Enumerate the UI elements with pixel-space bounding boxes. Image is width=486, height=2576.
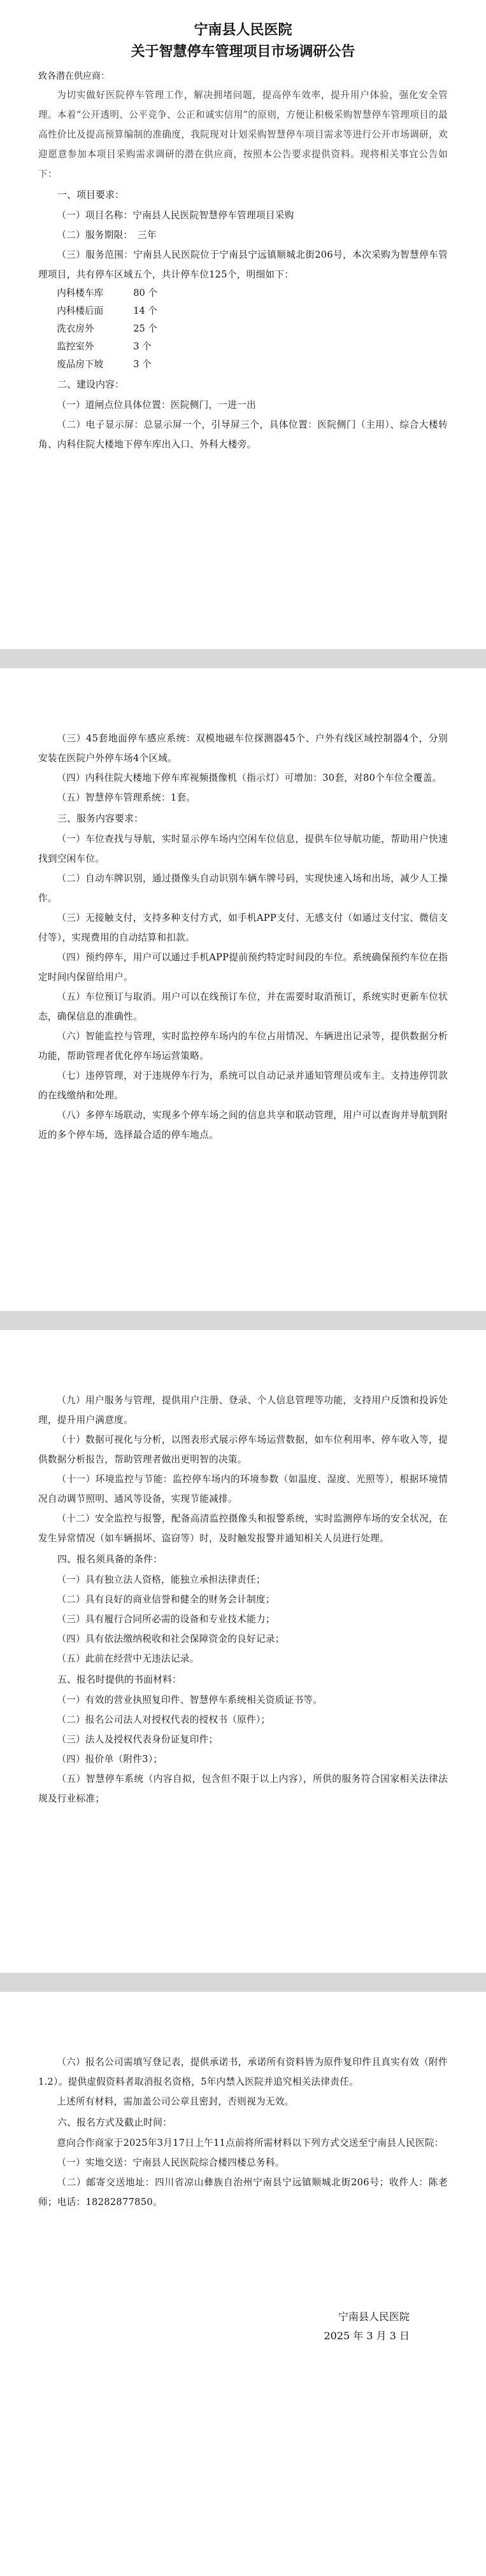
page-1 [0,0,486,649]
parking-area-count: 25 个 [133,323,157,334]
condition-item: （一）具有独立法人资格，能独立承担法律责任； [57,1574,266,1585]
paragraph: （七）违停管理，对于违规停车行为，系统可以自动记录并通知管理员或车主。支持违停罚款的在线缴纳和处理。 [38,1070,448,1101]
parking-area-name: 内科楼后面 [57,305,104,316]
parking-list [38,284,448,374]
material-item: （五）智慧停车系统（内容自拟，包含但不限于以上内容），所供的服务符合国家相关法律法规及行业标准； [38,1774,448,1804]
paragraph: （十一）环境监控与节能：监控停车场内的环境参数（如温度、湿度、光照等），根据环境情况自动调节照明、通风等设备，实现节能减排。 [38,1474,448,1504]
parking-area-count: 80 个 [133,288,157,298]
paragraph: （五）车位预订与取消。用户可以在线预订车位，并在需要时取消预订，系统实时更新车位状态，确保信息的准确性。 [38,991,448,1022]
paragraph: （二）服务期限： 三年 [57,230,157,241]
material-item: （一）有效的营业执照复印件、智慧停车系统相关资质证书等。 [57,1695,323,1705]
condition-item: （二）具有良好的商业信誉和健全的财务会计制度； [57,1594,275,1605]
parking-area-name: 内科楼车库 [57,288,104,298]
section-heading: 六、报名方式及截止时间： [57,2117,173,2128]
list-item [38,302,448,320]
page-separator [0,1973,486,1992]
condition-item: （三）具有履行合同所必需的设备和专业技术能力； [57,1614,275,1625]
page-separator [0,649,486,668]
material-item: （三）法人及授权代表身份证复印件； [57,1734,218,1745]
section-heading: 二、建设内容： [57,379,125,390]
section-heading: 五、报名时提供的书面材料： [57,1674,182,1685]
paragraph: （三）无接触支付，支持多种支付方式，如手机APP支付、无感支付（如通过支付宝、微信支付等），实现费用的自动结算和扣款。 [38,913,448,943]
intro-paragraph: 为切实做好医院停车管理工作，解决拥堵问题，提高停车效率，提升用户体验，强化安全管理。本着“公开透明、公平竞争、公正和诚实信用”的原则，方便让积极采购智慧停车管理项目的最高性价比及提高预算编制的准确度，我院现对计划采购智慧停车项目需求等进行公开市场调研，欢迎愿意参加本项目采购需求调研的潜在供应商，按照本公告要求提供资料。现将相关事宜公告如下： [38,90,448,179]
material-item: （二）报名公司法人对授权代表的授权书（原件）； [57,1714,271,1725]
list-item [38,284,448,302]
paragraph: （四）内科住院大楼地下停车库视频摄像机（指示灯）可增加：30套，对80个车位全覆盖。 [57,773,442,783]
paragraph: （一）项目名称：宁南县人民医院智慧停车管理项目采购 [57,210,294,221]
paragraph: （五）智慧停车管理系统：1套。 [57,792,196,803]
list-item [38,356,448,374]
paragraph: （二）自动车牌识别，通过摄像头自动识别车辆车牌号码，实现快速入场和出场，减少人工操作。 [38,873,448,904]
paragraph: （十二）安全监控与报警，配备高清监控摄像头和报警系统，实时监测停车场的安全状况，在发生异常情况（如车辆损坏、盗窃等）时，及时触发报警并通知相关人员进行处理。 [38,1513,448,1544]
section-heading: 三、服务内容要求： [57,813,144,824]
condition-item: （五）此前在经营中无违法记录。 [57,1653,199,1664]
section-heading: 四、报名须具备的条件： [57,1553,163,1565]
paragraph: （八）多停车场联动，实现多个停车场之间的信息共享和联动管理，用户可以查询并导航到附近的多个停车场，选择最合适的停车地点。 [38,1110,448,1140]
list-item [38,338,448,356]
signature-date: 2025 年 3 月 3 日 [324,2330,410,2342]
parking-area-count: 3 个 [133,359,152,370]
paragraph: （六）报名公司需填写登记表，提供承诺书，承诺所有资料皆为原件复印件且真实有效（附件1.2）。提供虚假资料者取消报名资格，5年内禁入医院并追究相关法律责任。 [38,2057,448,2087]
salutation: 致各潜在供应商： [38,71,110,81]
paragraph: （一）车位查找与导航，实时显示停车场内空闲车位信息，提供车位导航功能，帮助用户快速找到空闲车位。 [38,834,448,864]
parking-area-name: 监控室外 [57,341,94,352]
paragraph: （三）服务范围：宁南县人民医院位于宁南县宁远镇顺城北街206号，本次采购为智慧停车管理项目，共有停车区域五个，共计停车位125个，明细如下： [38,249,448,280]
paragraph: （一）实地交送：宁南县人民医院综合楼四楼总务科。 [57,2157,285,2168]
parking-area-count: 3 个 [133,341,152,352]
page-4 [0,1992,486,2576]
paragraph: （三）45套地面停车感应系统：双模地磁车位探测器45个、户外有线区域控制器4个，分别安装在医院户外停车场4个区域。 [38,733,448,764]
page-2 [0,668,486,1311]
page-3 [0,1330,486,1973]
paragraph: （六）智能监控与管理，实时监控停车场内的车位占用情况、车辆进出记录等，提供数据分析功能，帮助管理者优化停车场运营策略。 [38,1031,448,1061]
section-heading: 一、项目要求： [57,189,125,200]
condition-item: （四）具有依法缴纳税收和社会保障资金的良好记录； [57,1634,285,1644]
doc-title: 关于智慧停车管理项目市场调研公告 [131,43,355,60]
material-item: （四）报价单（附件3）； [57,1754,163,1765]
parking-area-name: 废品房下坡 [57,359,104,370]
list-item [38,320,448,338]
paragraph: （二）电子显示屏：总显示屏一个，引导屏三个，具体位置：医院侧门（主用）、综合大楼转角、内科住院大楼地下停车库出入口、外科大楼旁。 [38,419,448,450]
paragraph: （九）用户服务与管理，提供用户注册、登录、个人信息管理等功能，支持用户反馈和投诉处理，提升用户满意度。 [38,1395,448,1425]
paragraph: 上述所有材料，需加盖公司公章且密封，否则视为无效。 [57,2096,294,2107]
parking-area-name: 洗衣房外 [57,323,94,334]
paragraph: （二）邮寄交送地址：四川省凉山彝族自治州宁南县宁远镇顺城北街206号；收件人：陈老师；电话：18282877850。 [38,2177,448,2208]
signature-organization: 宁南县人民医院 [338,2311,410,2323]
paragraph: 意向合作商家于2025年3月17日上午11点前将所需材料以下列方式交送至宁南县人民医院： [57,2138,444,2148]
paragraph: （四）预约停车，用户可以通过手机APP提前预约特定时间段的车位。系统确保预约车位在指定时间内保留给用户。 [38,952,448,983]
org-title: 宁南县人民医院 [194,22,292,38]
paragraph: （一）道闸点位具体位置：医院侧门，一进一出 [57,400,256,410]
paragraph: （十）数据可视化与分析，以图表形式展示停车场运营数据，如车位利用率、停车收入等，提供数据分析报告，帮助管理者做出更明智的决策。 [38,1434,448,1465]
parking-area-count: 14 个 [133,305,157,316]
page-separator [0,1311,486,1330]
